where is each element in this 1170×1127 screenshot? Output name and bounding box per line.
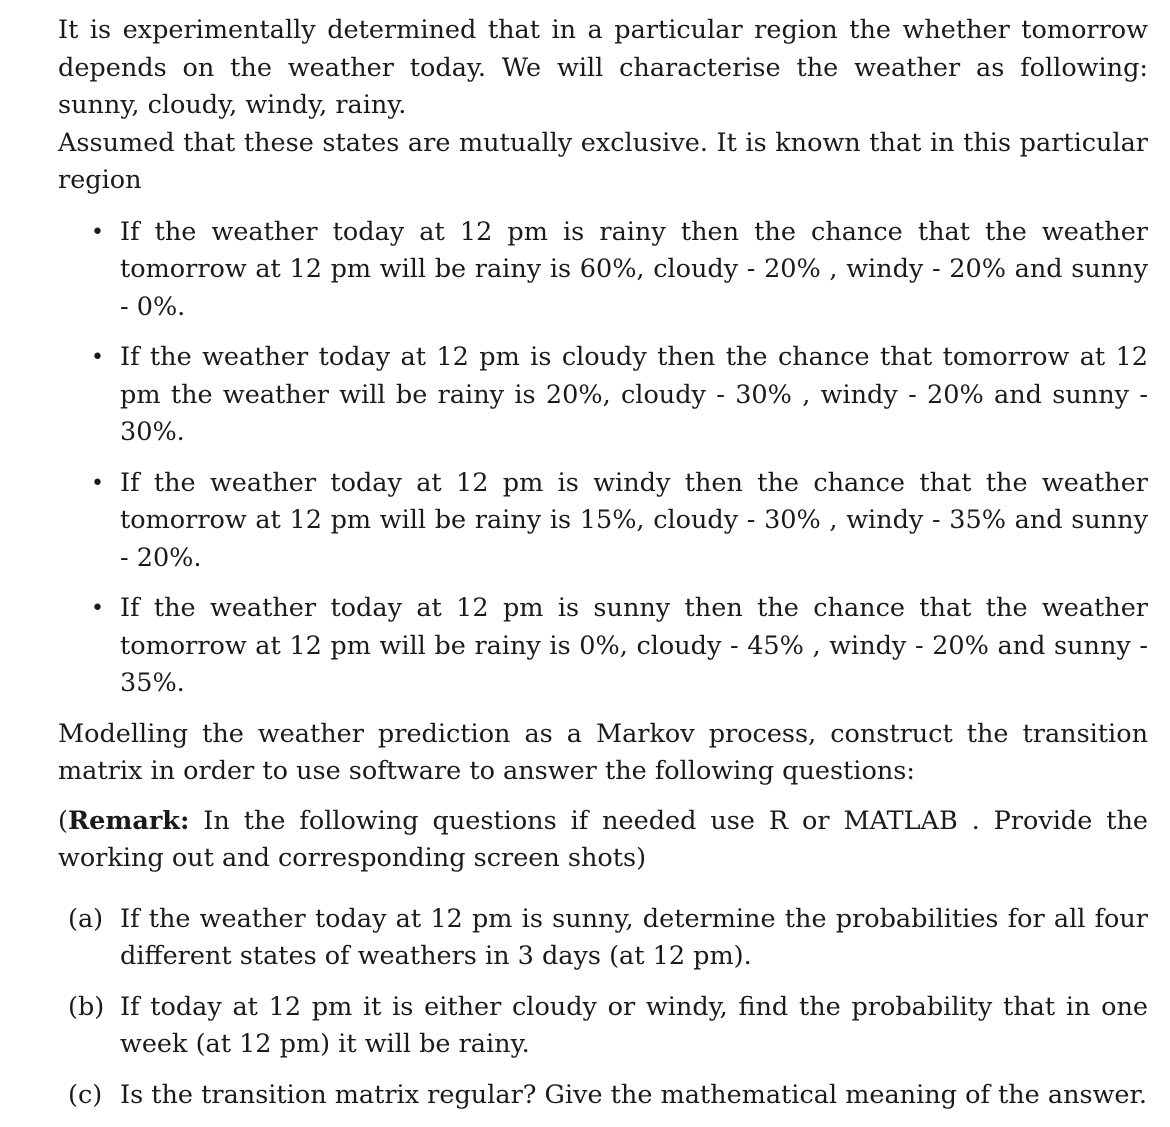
intro-paragraph: It is experimentally determined that in a particular region the whether tomorrow depends on the weather today. We will characterise the weather as following: sunny, cloudy, windy, rainy.: [58, 15, 1148, 120]
bullet-text: If the weather today at 12 pm is rainy then the chance that the weather tomorrow at 12 pm will be rainy is 60%, cloudy - 20% , windy - 20% and sunny - 0%.: [120, 216, 1148, 322]
question-item: [58, 989, 1148, 1064]
remark-open-paren: (: [58, 805, 68, 836]
question-text: Is the transition matrix regular? Give the mathematical meaning of the answer.: [120, 1079, 1147, 1110]
questions-list: [58, 901, 1148, 1115]
question-item: [58, 901, 1148, 976]
bullet-text: If the weather today at 12 pm is windy then the chance that the weather tomorrow at 12 pm will be rainy is 15%, cloudy - 30% , windy - 35% and sunny - 20%.: [120, 467, 1148, 573]
document-page: [58, 12, 1148, 1127]
transition-rules-list: [58, 214, 1148, 703]
bullet-icon: •: [91, 219, 104, 245]
bullet-icon: •: [91, 470, 104, 496]
remark-label: Remark:: [67, 805, 190, 836]
modelling-paragraph: Modelling the weather prediction as a Markov process, construct the transition matrix in order to use software to answer the following questions:: [58, 718, 1148, 786]
bullet-text: If the weather today at 12 pm is sunny then the chance that the weather tomorrow at 12 pm will be rainy is 0%, cloudy - 45% , windy - 20% and sunny - 35%.: [120, 593, 1148, 698]
bullet-icon: •: [91, 596, 104, 621]
question-text: If the weather today at 12 pm is sunny, determine the probabilities for all four different states of weathers in 3 days (at 12 pm).: [120, 903, 1148, 971]
list-item: [58, 590, 1148, 703]
bullet-icon: •: [91, 345, 104, 370]
question-text: If today at 12 pm it is either cloudy or windy, find the probability that in one week (at 12 pm) it will be rainy.: [120, 991, 1148, 1059]
question-label: (a): [68, 903, 104, 934]
assumption-paragraph: Assumed that these states are mutually exclusive. It is known that in this particular region: [58, 127, 1148, 195]
list-item: [58, 465, 1148, 578]
list-item: [58, 339, 1148, 452]
bullet-text: If the weather today at 12 pm is cloudy then the chance that tomorrow at 12 pm the weather will be rainy is 20%, cloudy - 30% , windy - 20% and sunny - 30%.: [120, 342, 1148, 447]
remark-text: In the following questions if needed use R or MATLAB . Provide the working out and corresponding screen shots): [58, 805, 1148, 873]
list-item: [58, 214, 1148, 327]
remark-paragraph: [58, 803, 1148, 878]
question-label: (b): [68, 991, 105, 1022]
question-label: (c): [68, 1079, 103, 1110]
question-item: [58, 1077, 1148, 1115]
